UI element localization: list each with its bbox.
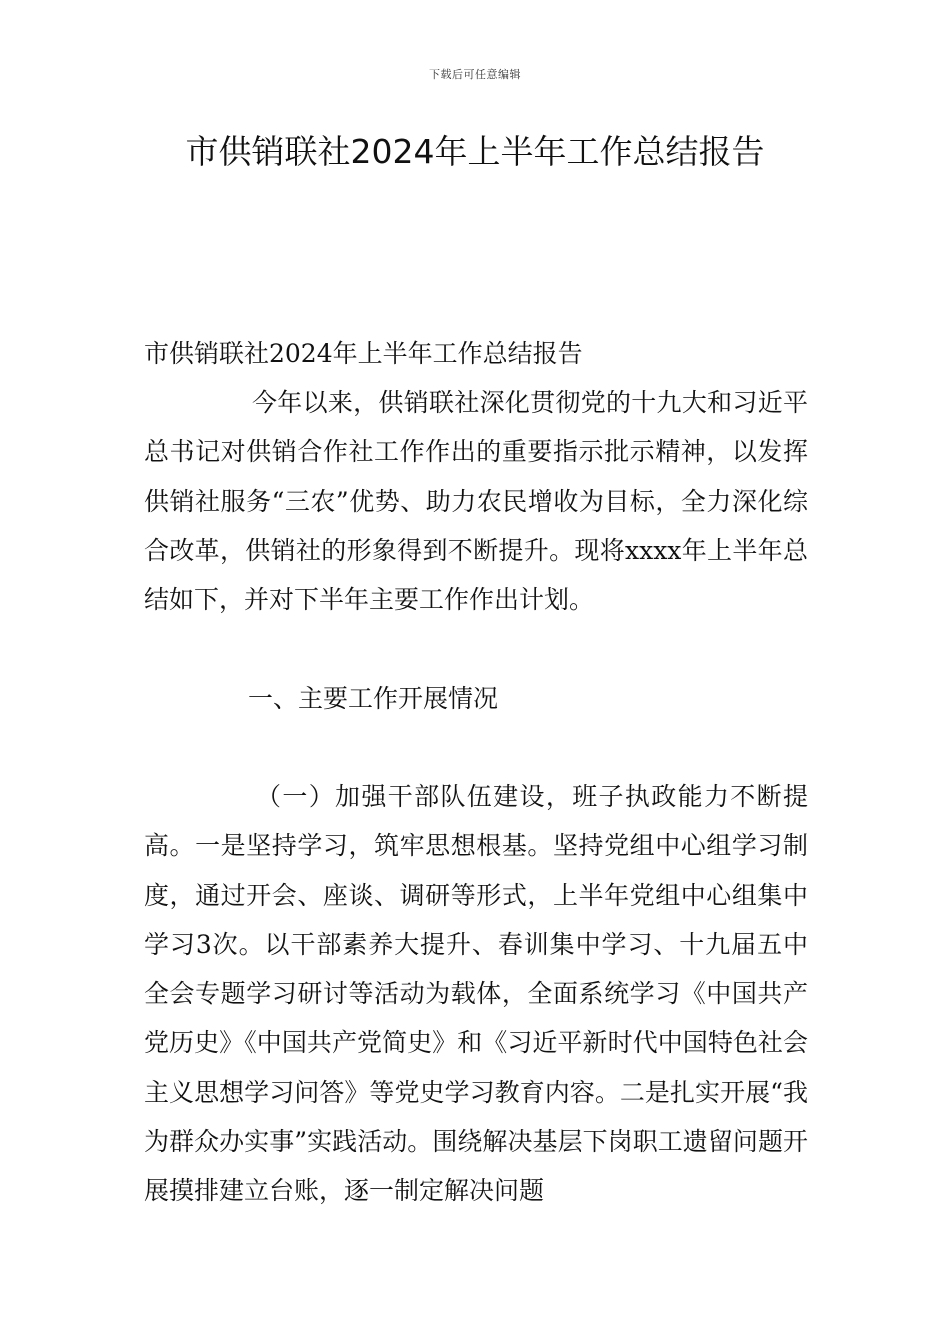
header-note: 下载后可任意编辑 xyxy=(429,68,521,81)
intro-paragraph: 今年以来，供销联社深化贯彻党的十九大和习近平总书记对供销合作社工作作出的重要指示批示精神，以发挥供销社服务“三农”优势、助力农民增收为目标，全力深化综合改革，供销社的形象得到不断提升。现将xxxx年上半年总结如下，并对下半年主要工作作出计划。 xyxy=(144,388,808,615)
section-paragraph: （一）加强干部队伍建设，班子执政能力不断提高。一是坚持学习，筑牢思想根基。坚持党组中心组学习制度，通过开会、座谈、调研等形式，上半年党组中心组集中学习3次。以干部素养大提升、春训集中学习、十九届五中全会专题学习研讨等活动为载体，全面系统学习《中国共产党历史》《中国共产党简史》和《习近平新时代中国特色社会主义思想学习问答》等党史学习教育内容。二是扎实开展“我为群众办实事”实践活动。围绕解决基层下岗职工遗留问题开展摸排建立台账，逐一制定解决问题 xyxy=(144,782,808,1206)
section-heading: 一、主要工作开展情况 xyxy=(248,684,499,713)
document-subtitle: 市供销联社2024年上半年工作总结报告 xyxy=(144,339,583,368)
document-title: 市供销联社2024年上半年工作总结报告 xyxy=(185,132,765,171)
